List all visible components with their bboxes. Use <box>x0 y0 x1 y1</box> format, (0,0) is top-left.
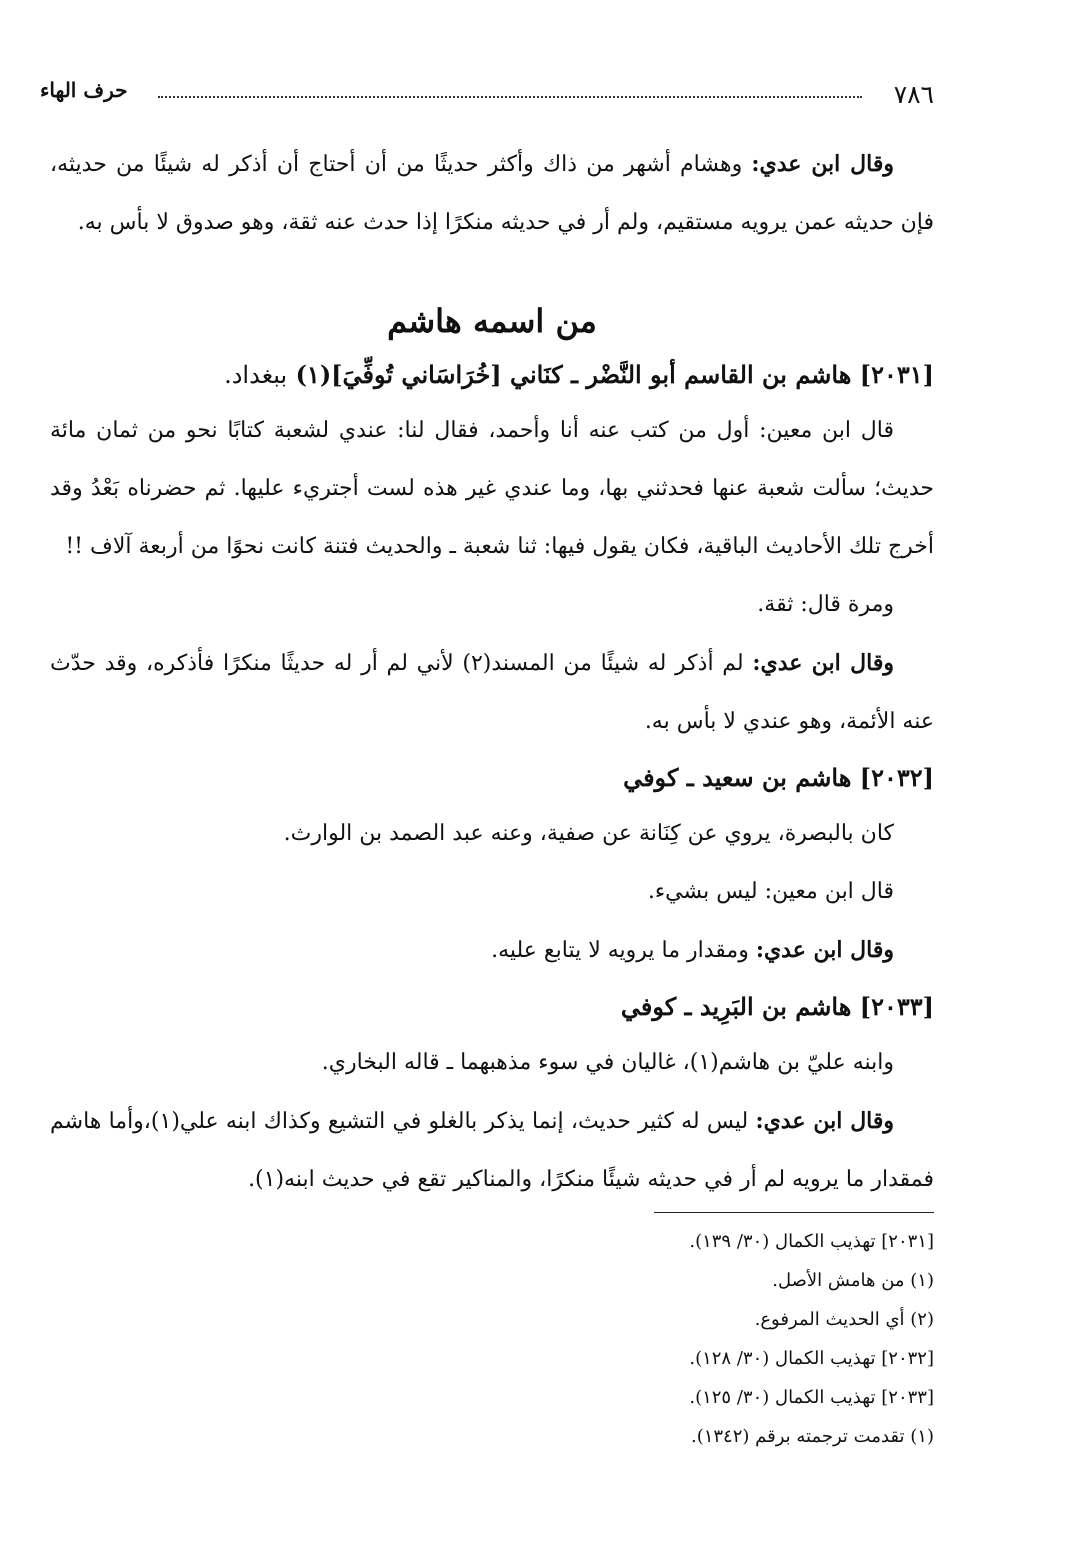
entry-2032-paragraph-1: كان بالبصرة، يروي عن كِنَانة عن صفية، وعنه عبد الصمد بن الوارث. <box>283 821 894 846</box>
entry-2032-paragraph-2: قال ابن معين: ليس بشيء. <box>647 879 894 904</box>
entry-2031-label: وقال ابن عدي: <box>752 650 894 676</box>
entry-2031-paragraph-3-text: لم أذكر له شيئًا من المسند(٢) لأني لم أر له حديثًا منكرًا فأذكره، وقد حدّث عنه الأئمة، وهو عندي لا بأس به. <box>50 651 934 734</box>
page-header <box>40 74 934 114</box>
entry-heading-2031-text: [٢٠٣١] هاشم بن القاسم أبو النَّضْر ـ كنَاني [خُرَاسَاني تُوفِّيَ](١) <box>295 360 934 389</box>
footnote-line: (٢) أي الحديث المرفوع. <box>754 1309 934 1330</box>
entry-2033-paragraph-1: وابنه عليّ بن هاشم(١)، غاليان في سوء مذهبهما ـ قاله البخاري. <box>321 1050 894 1075</box>
header-dotted-rule <box>158 96 862 98</box>
entry-heading-2031-rest: ببغداد. <box>224 361 288 389</box>
entry-heading-2031 <box>50 348 934 402</box>
footnote-separator <box>654 1212 934 1213</box>
running-title: حرف الهاء <box>40 78 128 102</box>
page-number: ٧٨٦ <box>893 80 934 109</box>
entry-2031-paragraph-3 <box>50 634 934 751</box>
entry-2033-paragraph-2 <box>50 1092 934 1209</box>
entry-2031-paragraph-2: ومرة قال: ثقة. <box>757 592 894 617</box>
main-text <box>50 135 934 1209</box>
intro-text: وهشام أشهر من ذاك وأكثر حديثًا من أن أحتاج أن أذكر له شيئًا من حديثه، فإن حديثه عمن يرويه مستقيم، ولم أر في حديثه منكرًا إذا حدث عنه ثقة، وهو صدوق لا بأس به. <box>50 152 934 235</box>
entry-heading-2033: [٢٠٣٣] هاشم بن البَرِيد ـ كوفي <box>620 992 934 1021</box>
entry-heading-2032: [٢٠٣٢] هاشم بن سعيد ـ كوفي <box>623 763 934 792</box>
entry-2033-paragraph-2-text: ليس له كثير حديث، إنما يذكر بالغلو في التشيع وكذاك ابنه علي(١)،وأما هاشم فمقدار ما يرويه لم أر في حديثه شيئًا منكرًا، والمناكير تقع في حديث ابنه(١). <box>50 1109 934 1192</box>
entry-2032-label: وقال ابن عدي: <box>755 937 894 963</box>
footnote-line: [٢٠٣١] تهذيب الكمال (٣٠/ ١٣٩). <box>689 1231 934 1252</box>
footnote-line: [٢٠٣٣] تهذيب الكمال (٣٠/ ١٢٥). <box>689 1387 934 1408</box>
entry-2031-paragraph-1: قال ابن معين: أول من كتب عنه أنا وأحمد، فقال لنا: عندي لشعبة كتابًا نحو من ثمان مائة حديث؛ سألت شعبة عنها فحدثني بها، وما عندي غير هذه لست أجتريء عليها. ثم حضرناه بَعْدُ وقد أخرج تلك الأحاديث الباقية، فكان يقول فيها: ثنا شعبة ـ والحديث فتنة كانت نحوًا من أربعة آلاف !! <box>50 418 934 559</box>
entry-2032-paragraph-3-text: ومقدار ما يرويه لا يتابع عليه. <box>491 938 749 963</box>
intro-paragraph <box>50 135 934 252</box>
entry-2033-label: وقال ابن عدي: <box>755 1108 895 1134</box>
footnotes <box>50 1222 934 1456</box>
entry-2032-paragraph-3 <box>50 921 934 980</box>
section-title: من اسمه هاشم <box>387 302 597 340</box>
footnote-line: [٢٠٣٢] تهذيب الكمال (٣٠/ ١٢٨). <box>689 1348 934 1369</box>
footnote-line: (١) تقدمت ترجمته برقم (١٣٤٢). <box>690 1426 934 1447</box>
footnote-line: (١) من هامش الأصل. <box>772 1270 934 1291</box>
intro-label: وقال ابن عدي: <box>751 151 894 177</box>
